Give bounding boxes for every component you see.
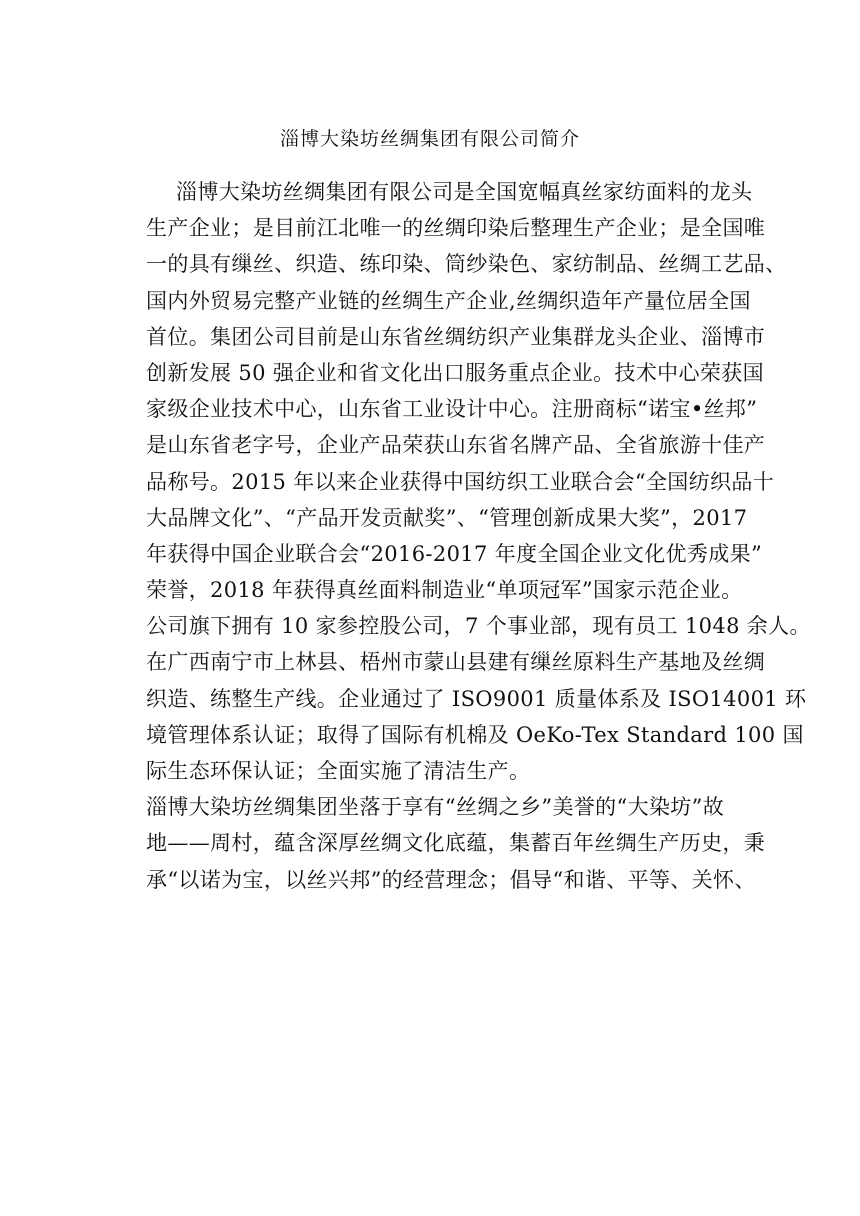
- text-line: 淄博大染坊丝绸集团坐落于享有“丝绸之乡”美誉的“大染坊”故: [146, 795, 725, 820]
- text-line: 创新发展 50 强企业和省文化出口服务重点企业。技术中心荣获国: [146, 360, 764, 385]
- document-title: 淄博大染坊丝绸集团有限公司简介: [279, 128, 580, 150]
- text-line: 地——周村，蕴含深厚丝绸文化底蕴，集蓄百年丝绸生产历史，秉: [146, 831, 766, 856]
- text-line: 荣誉，2018 年获得真丝面料制造业“单项冠军”国家示范企业。: [146, 578, 743, 603]
- text-line: 生产企业；是目前江北唯一的丝绸印染后整理生产企业；是全国唯: [146, 216, 766, 241]
- text-line: 淄博大染坊丝绸集团有限公司是全国宽幅真丝家纺面料的龙头: [176, 180, 753, 204]
- text-line: 一的具有缫丝、织造、练印染、筒纱染色、家纺制品、丝绸工艺品、: [146, 252, 787, 277]
- text-line: 首位。集团公司目前是山东省丝绸纺织产业集群龙头企业、淄博市: [146, 324, 766, 349]
- text-line: 是山东省老字号，企业产品荣获山东省名牌产品、全省旅游十佳产: [146, 433, 766, 458]
- text-line: 年获得中国企业联合会“2016-2017 年度全国企业文化优秀成果”: [146, 541, 763, 566]
- text-line: 大品牌文化”、“产品开发贡献奖”、“管理创新成果大奖”，2017: [146, 505, 748, 530]
- text-line: 境管理体系认证；取得了国际有机棉及 OeKo-Tex Standard 100 国: [146, 722, 804, 747]
- document-body: [146, 174, 811, 898]
- text-line: 承“以诺为宝，以丝兴邦”的经营理念；倡导“和谐、平等、关怀、: [146, 867, 756, 892]
- text-line: 家级企业技术中心，山东省工业设计中心。注册商标“诺宝•丝邦”: [146, 397, 758, 422]
- text-line: 公司旗下拥有 10 家参控股公司，7 个事业部，现有员工 1048 余人。: [146, 614, 811, 639]
- text-line: 国内外贸易完整产业链的丝绸生产企业,丝绸织造年产量位居全国: [146, 288, 751, 313]
- text-line: 际生态环保认证；全面实施了清洁生产。: [146, 759, 531, 783]
- text-line: 织造、练整生产线。企业通过了 ISO9001 质量体系及 ISO14001 环: [146, 686, 807, 711]
- text-line: 品称号。2015 年以来企业获得中国纺织工业联合会“全国纺织品十: [146, 469, 775, 494]
- text-line: 在广西南宁市上林县、梧州市蒙山县建有缫丝原料生产基地及丝绸: [146, 650, 766, 675]
